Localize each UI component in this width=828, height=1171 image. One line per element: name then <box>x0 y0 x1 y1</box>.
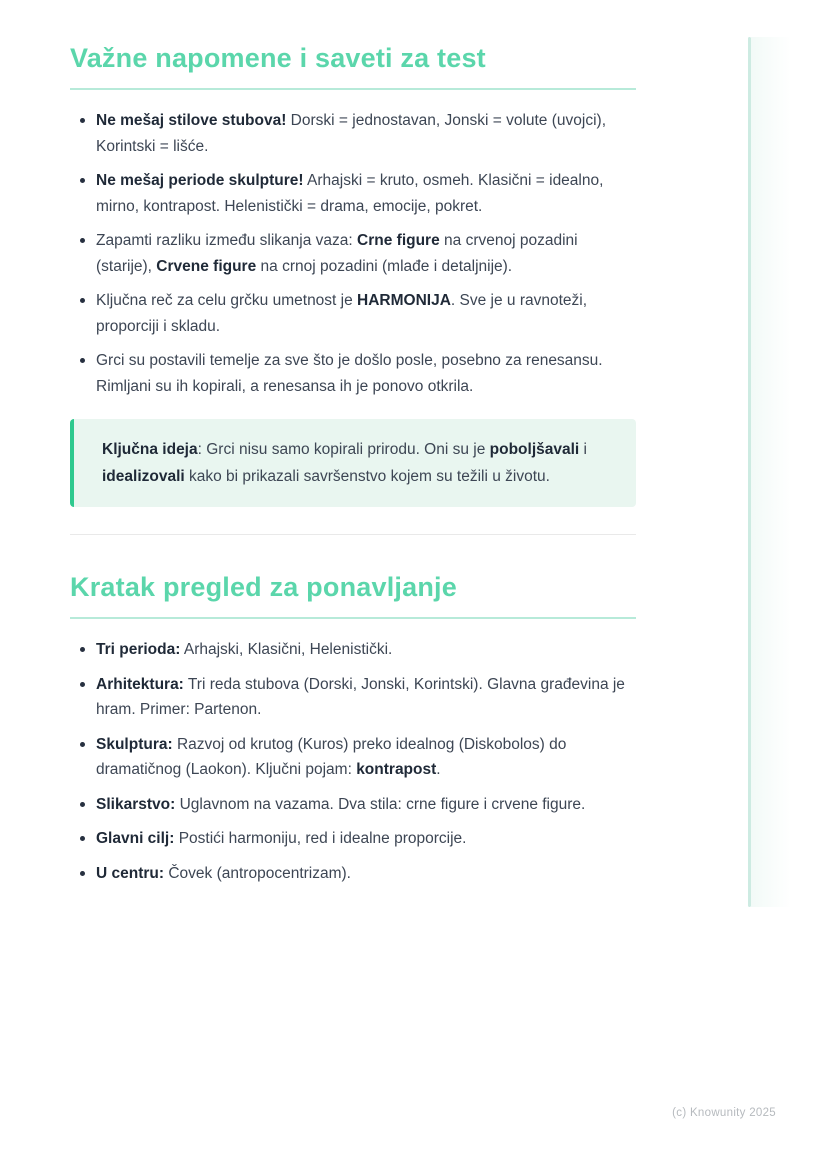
text-run: Dorski = jednostavan, Jonski = volute (uvojci), Korintski = lišće. <box>96 112 606 155</box>
list-item <box>96 826 636 852</box>
bold-text-run: Ne mešaj periode skulpture! <box>96 172 304 189</box>
bold-text-run: Arhitektura: <box>96 675 184 693</box>
bold-text-run: poboljšavali <box>489 441 580 458</box>
text-run: Arhajski = kruto, osmeh. Klasični = idealno, mirno, kontrapost. Helenistički = drama, emocije, pokret. <box>96 172 604 215</box>
bold-text-run: Slikarstvo: <box>96 795 176 813</box>
text-run: kako bi prikazali savršenstvo kojem su težili u životu. <box>184 468 550 485</box>
list-item <box>96 288 636 339</box>
text-run: Tri reda stubova (Dorski, Jonski, Korintski). Glavna građevina je hram. Primer: Partenon. <box>96 675 625 718</box>
bold-text-run: HARMONIJA <box>357 292 451 309</box>
bold-text-run: Tri perioda: <box>96 641 181 658</box>
bold-text-run: Glavni cilj: <box>96 830 175 847</box>
list-item <box>96 861 636 887</box>
text-run: na crnoj pozadini (mlađe i detaljnije). <box>256 257 513 275</box>
text-run: . <box>436 761 441 778</box>
page-content <box>70 0 636 895</box>
page-edge-wash <box>751 37 791 907</box>
text-run: na crvenoj pozadini (starije), <box>96 232 578 275</box>
bold-text-run: Ključna ideja <box>102 441 198 458</box>
text-run: Čovek (antropocentrizam). <box>164 864 351 882</box>
list-item <box>96 228 636 279</box>
text-run: Ključna reč za celu grčku umetnost je <box>96 292 358 309</box>
list-item <box>96 637 636 663</box>
list-item <box>96 732 636 783</box>
key-idea-callout <box>70 419 636 507</box>
text-run: Uglavnom na vazama. Dva stila: crne figure i crvene figure. <box>175 795 586 813</box>
bold-text-run: idealizovali <box>102 468 185 485</box>
text-run: Razvoj od krutog (Kuros) preko idealnog (Diskobolos) do dramatičnog (Laokon). Ključni pojam: <box>96 735 567 778</box>
text-run: Zapamti razliku između slikanja vaza: <box>96 232 358 249</box>
list-item <box>96 672 636 723</box>
text-run: Postići harmoniju, red i idealne proporcije. <box>174 830 467 847</box>
list-item <box>96 168 636 219</box>
text-run: Grci su postavili temelje za sve što je došlo posle, posebno za renesansu. Rimljani su ih kopirali, a renesansa ih je ponovo otkrila. <box>96 352 603 395</box>
title-underline <box>70 617 636 619</box>
footer-credit: (c) Knowunity 2025 <box>672 1107 776 1119</box>
title-underline <box>70 88 636 90</box>
bold-text-run: Crne figure <box>357 232 440 249</box>
text-run: : Grci nisu samo kopirali prirodu. Oni su je <box>197 441 490 458</box>
callout-text <box>102 441 587 485</box>
list-item <box>96 348 636 399</box>
page-edge-stripe <box>748 37 751 907</box>
list-item <box>96 792 636 818</box>
bold-text-run: Skulptura: <box>96 735 173 753</box>
text-run: . Sve je u ravnoteži, proporciji i skladu. <box>96 292 588 335</box>
text-run: i <box>579 441 587 458</box>
review-bullet-list <box>70 637 636 886</box>
section-title-notes: Važne napomene i saveti za test <box>70 43 486 73</box>
bold-text-run: Ne mešaj stilove stubova! <box>96 112 287 129</box>
notes-bullet-list <box>70 108 636 399</box>
section-title-review: Kratak pregled za ponavljanje <box>70 572 457 602</box>
text-run: Arhajski, Klasični, Helenistički. <box>180 641 393 658</box>
bold-text-run: Crvene figure <box>156 257 257 275</box>
bold-text-run: U centru: <box>96 864 165 882</box>
bold-text-run: kontrapost <box>356 761 437 778</box>
list-item <box>96 108 636 159</box>
